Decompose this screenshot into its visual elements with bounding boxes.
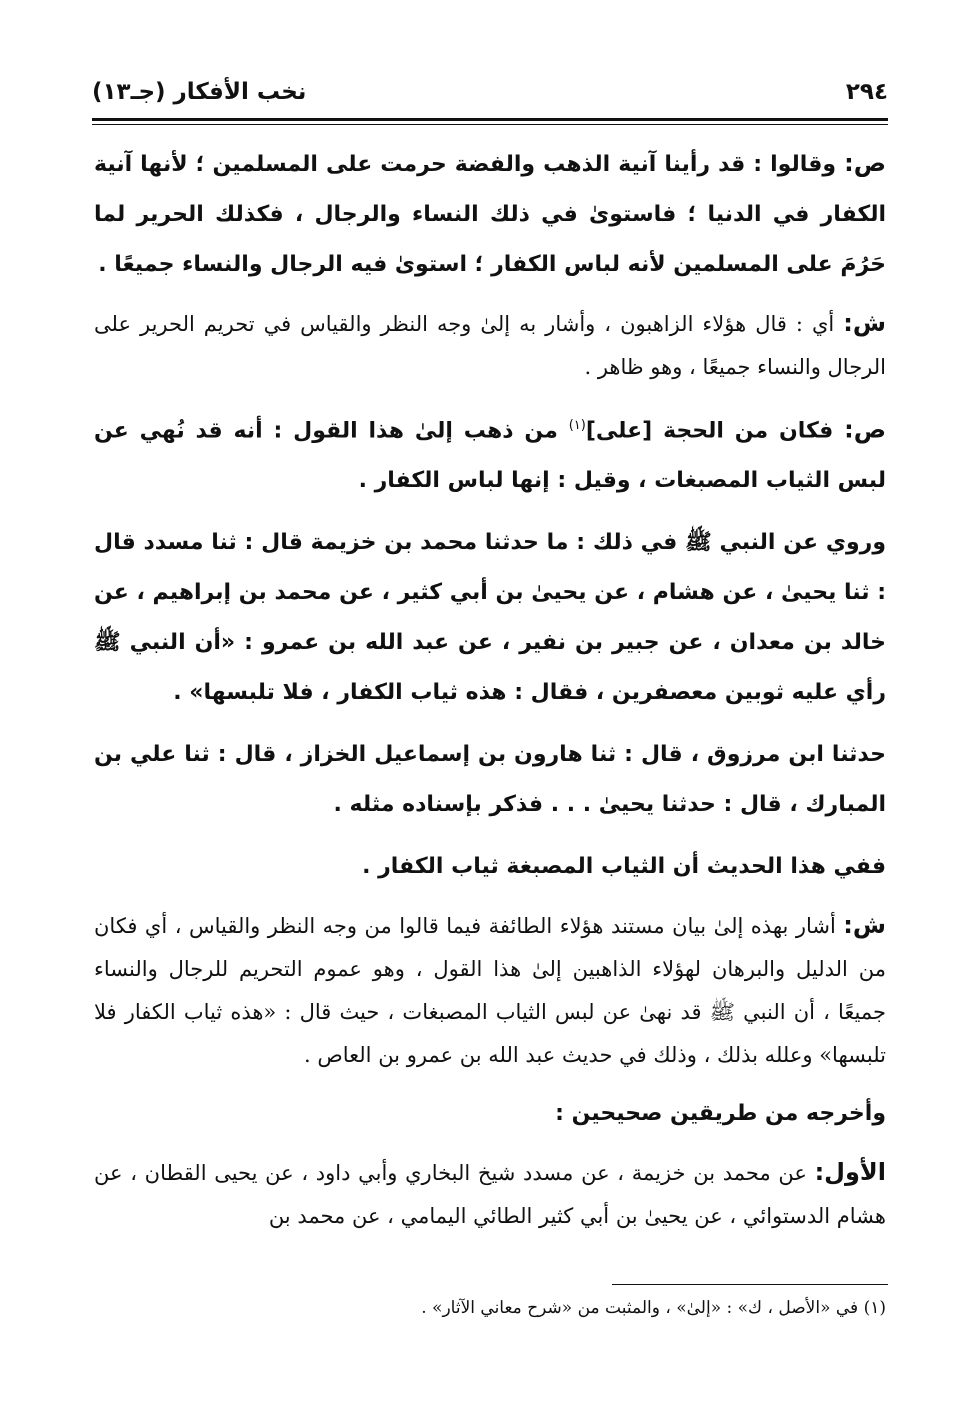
paragraph-3 [94,401,886,506]
header-rule-thick [92,118,888,121]
book-title: نخب الأفكار (جـ١٣) [92,79,307,105]
footnote: (١) في «الأصل ، ك» : «إلىٰ» ، والمثبت من «شرح معاني الآثار» . [421,1298,886,1318]
paragraph-4 [94,518,886,718]
paragraph-8 [94,1089,886,1139]
paragraph-text: حدثنا ابن مرزوق ، قال : ثنا هارون بن إسماعيل الخزاز ، قال : ثنا علي بن المبارك ، قال : حدثنا يحيىٰ . . . فذكر بإسناده مثله . [94,742,886,818]
paragraph-7 [94,904,886,1077]
paragraph-text-before-ref: فكان من الحجة [على] [585,418,845,444]
paragraph-text: عن محمد بن خزيمة ، عن مسدد شيخ البخاري وأبي داود ، عن يحيى القطان ، عن هشام الدستوائي ، عن يحيىٰ بن أبي كثير الطائي اليمامي ، عن محمد بن [94,1161,886,1229]
paragraph-text: أي : قال هؤلاء الزاهبون ، وأشار به إلىٰ وجه النظر والقياس في تحريم الحرير على الرجال والنساء جميعًا ، وهو ظاهر . [94,312,886,379]
paragraph-5 [94,730,886,830]
paragraph-marker: ص: [844,149,886,177]
paragraph-9 [94,1151,886,1238]
paragraph-text: وروي عن النبي ﷺ في ذلك : ما حدثنا محمد بن خزيمة قال : ثنا مسدد قال : ثنا يحيىٰ ، عن هشام ، عن يحيىٰ بن أبي كثير ، عن محمد بن إبراهيم ، عن خالد بن معدان ، عن جبير بن نفير ، عن عبد الله بن عمرو : «أن النبي ﷺ رأي عليه ثوبين معصفرين ، فقال : هذه ثياب الكفار ، فلا تلبسها» . [94,530,886,706]
page-header [92,72,888,112]
paragraph-marker: ش: [843,911,886,940]
footnote-reference[interactable]: (١) [568,418,586,433]
paragraph-1 [94,138,886,290]
footnote-rule [612,1284,888,1285]
paragraph-2 [94,302,886,389]
paragraph-text: من ذهب إلىٰ هذا القول : أنه قد نُهي عن لبس الثياب المصبغات ، وقيل : إنها لباس الكفار . [94,418,886,494]
page-number: ٢٩٤ [845,79,888,105]
page-body [94,138,886,1250]
paragraph-6 [94,842,886,892]
paragraph-text: وقالوا : قد رأينا آنية الذهب والفضة حرمت على المسلمين ؛ لأنها آنية الكفار في الدنيا ؛ فاستوىٰ في ذلك النساء والرجال ، فكذلك الحرير لما حَرُمَ على المسلمين لأنه لباس الكفار ؛ استوىٰ فيه الرجال والنساء جميعًا . [94,152,886,277]
header-rule-thin [92,124,888,125]
paragraph-marker: الأول: [814,1158,886,1187]
paragraph-text: وأخرجه من طريقين صحيحين : [555,1101,886,1127]
paragraph-text: ففي هذا الحديث أن الثياب المصبغة ثياب الكفار . [362,854,886,880]
paragraph-marker: ش: [843,309,886,337]
paragraph-text: أشار بهذه إلىٰ بيان مستند هؤلاء الطائفة فيما قالوا من وجه النظر والقياس ، أي فكان من الدليل والبرهان لهؤلاء الذاهبين إلىٰ هذا القول ، وهو عموم التحريم للرجال والنساء جميعًا ، أن النبي ﷺ قد نهىٰ عن لبس الثياب المصبغات ، حيث قال : «هذه ثياب الكفار فلا تلبسها» وعلله بذلك ، وذلك في حديث عبد الله بن عمرو بن العاص . [94,914,886,1068]
paragraph-marker: ص: [844,415,886,444]
